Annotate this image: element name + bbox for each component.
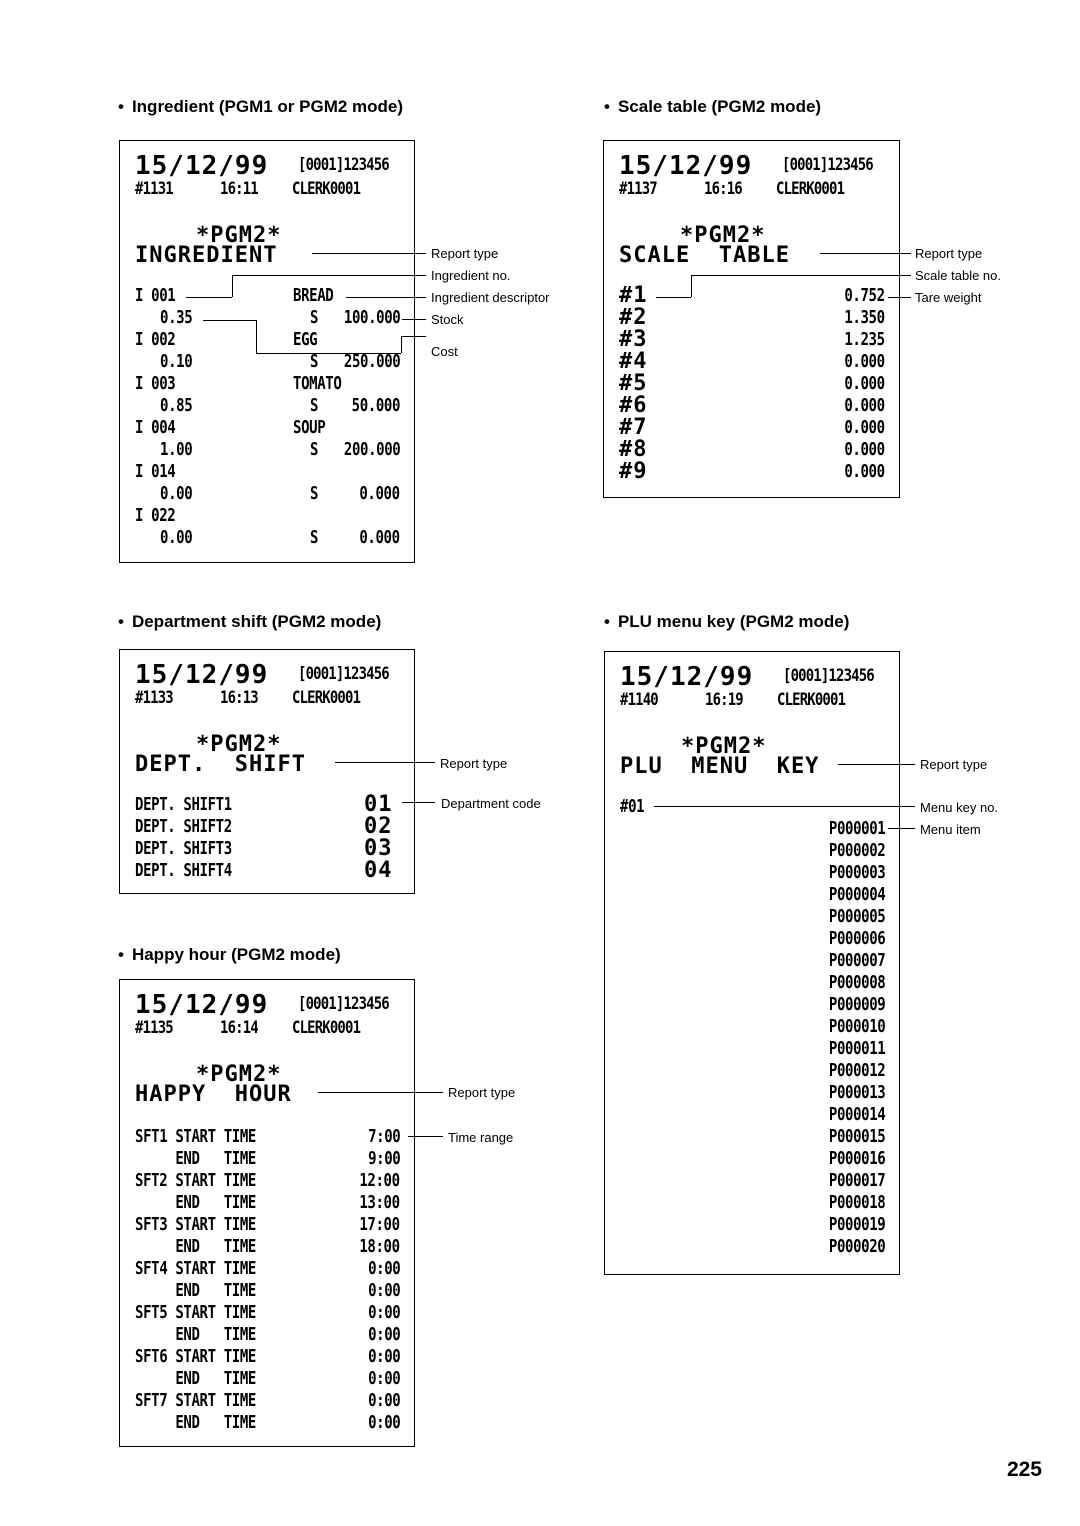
happy-hour-label: SFT3 START TIME <box>135 1214 256 1235</box>
menu-item: P000008 <box>828 972 885 993</box>
happy-hour-label: SFT7 START TIME <box>135 1390 256 1411</box>
page-number: 225 <box>1006 1458 1042 1481</box>
happy-hour-time: 0:00 <box>367 1390 400 1411</box>
happy-hour-time: 0:00 <box>367 1412 400 1433</box>
happy-hour-time: 12:00 <box>359 1170 400 1191</box>
ingredient-no: I 002 <box>135 329 176 350</box>
receipt-report-type: HAPPY HOUR <box>135 1082 292 1107</box>
menu-item: P000014 <box>828 1104 885 1125</box>
receipt-number: #1131 <box>135 179 173 199</box>
receipt-time: 16:11 <box>220 179 258 199</box>
receipt-ingredient <box>119 140 415 563</box>
ingredient-descriptor: BREAD <box>293 285 334 306</box>
receipt-serial: [0001]123456 <box>783 666 874 686</box>
happy-hour-time: 18:00 <box>359 1236 400 1257</box>
ingredient-cost-sign: S <box>310 439 319 460</box>
ingredient-stock: 0.10 <box>160 351 193 372</box>
scale-table-no: #7 <box>619 415 648 440</box>
tare-weight: 0.000 <box>844 461 885 482</box>
happy-hour-label: END TIME <box>135 1280 256 1301</box>
annotation-report-type: Report type <box>431 246 499 261</box>
receipt-dept-shift <box>119 649 415 894</box>
ingredient-cost-sign: S <box>310 483 319 504</box>
ingredient-cost-sign: S <box>310 527 319 548</box>
menu-item: P000012 <box>828 1060 885 1081</box>
ingredient-cost: 200.000 <box>343 439 400 460</box>
annotation-report-type: Report type <box>915 246 983 261</box>
menu-item: P000003 <box>828 862 885 883</box>
menu-item: P000019 <box>828 1214 885 1235</box>
department-code: 04 <box>364 858 393 883</box>
receipt-plu-menu-key <box>604 651 900 1275</box>
receipt-date: 15/12/99 <box>135 660 269 690</box>
menu-item: P000013 <box>828 1082 885 1103</box>
menu-item: P000010 <box>828 1016 885 1037</box>
tare-weight: 0.000 <box>844 417 885 438</box>
ingredient-cost-sign: S <box>310 307 319 328</box>
scale-table-no: #6 <box>619 393 648 418</box>
annotation-menu-item: Menu item <box>920 822 981 837</box>
receipt-report-type: DEPT. SHIFT <box>135 752 306 777</box>
receipt-clerk: CLERK0001 <box>292 1018 361 1038</box>
menu-item: P000004 <box>828 884 885 905</box>
annotation-ingredient-no: Ingredient no. <box>431 268 511 283</box>
annotation-cost: Cost <box>431 344 458 359</box>
annotation-report-type: Report type <box>440 756 508 771</box>
ingredient-no: I 004 <box>135 417 176 438</box>
dept-shift-label: DEPT. SHIFT1 <box>135 794 232 815</box>
receipt-scale-table <box>603 140 900 498</box>
receipt-clerk: CLERK0001 <box>292 688 361 708</box>
ingredient-descriptor: TOMATO <box>293 373 342 394</box>
annotation-department-code: Department code <box>441 796 541 811</box>
receipt-mode: *PGM2* <box>196 732 282 757</box>
menu-item: P000016 <box>828 1148 885 1169</box>
receipt-report-type: PLU MENU KEY <box>620 754 820 779</box>
ingredient-cost: 250.000 <box>343 351 400 372</box>
happy-hour-label: END TIME <box>135 1236 256 1257</box>
annotation-menu-key-no: Menu key no. <box>920 800 999 815</box>
tare-weight: 0.000 <box>844 439 885 460</box>
ingredient-no: I 001 <box>135 285 176 306</box>
happy-hour-time: 0:00 <box>367 1302 400 1323</box>
receipt-date: 15/12/99 <box>135 151 269 181</box>
scale-table-no: #5 <box>619 371 648 396</box>
happy-hour-label: END TIME <box>135 1148 256 1169</box>
menu-item: P000015 <box>828 1126 885 1147</box>
happy-hour-time: 9:00 <box>367 1148 400 1169</box>
ingredient-stock: 0.00 <box>160 527 193 548</box>
happy-hour-time: 0:00 <box>367 1280 400 1301</box>
menu-item: P000018 <box>828 1192 885 1213</box>
ingredient-stock: 0.00 <box>160 483 193 504</box>
ingredient-cost: 0.000 <box>359 483 400 504</box>
section-title-plu-menu-key: • PLU menu key (PGM2 mode) <box>604 612 850 631</box>
menu-item: P000001 <box>828 818 885 839</box>
happy-hour-label: SFT4 START TIME <box>135 1258 256 1279</box>
annotation-ingredient-descriptor: Ingredient descriptor <box>431 290 550 305</box>
happy-hour-label: SFT5 START TIME <box>135 1302 256 1323</box>
menu-item: P000020 <box>828 1236 885 1257</box>
happy-hour-label: SFT2 START TIME <box>135 1170 256 1191</box>
happy-hour-time: 0:00 <box>367 1346 400 1367</box>
dept-shift-label: DEPT. SHIFT4 <box>135 860 232 881</box>
menu-item: P000002 <box>828 840 885 861</box>
menu-item: P000011 <box>828 1038 885 1059</box>
tare-weight: 0.000 <box>844 395 885 416</box>
ingredient-cost: 100.000 <box>343 307 400 328</box>
receipt-happy-hour <box>119 979 415 1447</box>
scale-table-no: #8 <box>619 437 648 462</box>
receipt-mode: *PGM2* <box>196 1062 282 1087</box>
annotation-tare-weight: Tare weight <box>915 290 982 305</box>
section-title-ingredient: • Ingredient (PGM1 or PGM2 mode) <box>118 97 404 116</box>
happy-hour-time: 0:00 <box>367 1258 400 1279</box>
tare-weight: 1.350 <box>844 307 885 328</box>
ingredient-descriptor: EGG <box>293 329 318 350</box>
receipt-report-type: INGREDIENT <box>135 243 278 268</box>
scale-table-no: #9 <box>619 459 648 484</box>
receipt-clerk: CLERK0001 <box>776 179 845 199</box>
menu-item: P000009 <box>828 994 885 1015</box>
ingredient-no: I 022 <box>135 505 176 526</box>
receipt-date: 15/12/99 <box>619 151 753 181</box>
ingredient-cost: 50.000 <box>351 395 400 416</box>
scale-table-no: #1 <box>619 283 648 308</box>
receipt-serial: [0001]123456 <box>298 664 389 684</box>
tare-weight: 0.000 <box>844 351 885 372</box>
ingredient-no: I 014 <box>135 461 176 482</box>
menu-item: P000005 <box>828 906 885 927</box>
receipt-time: 16:14 <box>220 1018 258 1038</box>
happy-hour-label: END TIME <box>135 1368 256 1389</box>
happy-hour-time: 17:00 <box>359 1214 400 1235</box>
happy-hour-time: 7:00 <box>367 1126 400 1147</box>
happy-hour-time: 0:00 <box>367 1368 400 1389</box>
department-code: 03 <box>364 836 393 861</box>
receipt-serial: [0001]123456 <box>782 155 873 175</box>
receipt-time: 16:13 <box>220 688 258 708</box>
receipt-serial: [0001]123456 <box>298 155 389 175</box>
receipt-report-type: SCALE TABLE <box>619 243 790 268</box>
dept-shift-label: DEPT. SHIFT2 <box>135 816 232 837</box>
happy-hour-label: SFT1 START TIME <box>135 1126 256 1147</box>
scale-table-no: #2 <box>619 305 648 330</box>
happy-hour-label: END TIME <box>135 1412 256 1433</box>
menu-item: P000017 <box>828 1170 885 1191</box>
tare-weight: 0.752 <box>844 285 885 306</box>
annotation-time-range: Time range <box>448 1130 514 1145</box>
receipt-mode: *PGM2* <box>681 734 767 759</box>
annotation-stock: Stock <box>431 312 464 327</box>
section-title-happy-hour: • Happy hour (PGM2 mode) <box>118 945 341 964</box>
receipt-date: 15/12/99 <box>620 662 754 692</box>
receipt-number: #1137 <box>619 179 657 199</box>
menu-item: P000007 <box>828 950 885 971</box>
annotation-report-type: Report type <box>920 757 988 772</box>
section-title-scale-table: • Scale table (PGM2 mode) <box>604 97 822 116</box>
receipt-number: #1133 <box>135 688 173 708</box>
receipt-mode: *PGM2* <box>196 223 282 248</box>
receipt-clerk: CLERK0001 <box>777 690 846 710</box>
receipt-number: #1140 <box>620 690 658 710</box>
happy-hour-time: 13:00 <box>359 1192 400 1213</box>
receipt-time: 16:19 <box>705 690 743 710</box>
happy-hour-label: SFT6 START TIME <box>135 1346 256 1367</box>
annotation-report-type: Report type <box>448 1085 516 1100</box>
scale-table-no: #3 <box>619 327 648 352</box>
ingredient-stock: 0.85 <box>160 395 193 416</box>
department-code: 01 <box>364 792 393 817</box>
department-code: 02 <box>364 814 393 839</box>
receipt-time: 16:16 <box>704 179 742 199</box>
happy-hour-time: 0:00 <box>367 1324 400 1345</box>
ingredient-descriptor: SOUP <box>293 417 326 438</box>
section-title-dept-shift: • Department shift (PGM2 mode) <box>118 612 382 631</box>
receipt-mode: *PGM2* <box>680 223 766 248</box>
annotation-scale-table-no: Scale table no. <box>915 268 1002 283</box>
receipt-serial: [0001]123456 <box>298 994 389 1014</box>
ingredient-stock: 0.35 <box>160 307 193 328</box>
ingredient-stock: 1.00 <box>160 439 193 460</box>
tare-weight: 1.235 <box>844 329 885 350</box>
receipt-date: 15/12/99 <box>135 990 269 1020</box>
receipt-clerk: CLERK0001 <box>292 179 361 199</box>
receipt-number: #1135 <box>135 1018 173 1038</box>
menu-key-no: #01 <box>620 796 645 817</box>
ingredient-cost-sign: S <box>310 395 319 416</box>
tare-weight: 0.000 <box>844 373 885 394</box>
dept-shift-label: DEPT. SHIFT3 <box>135 838 232 859</box>
happy-hour-label: END TIME <box>135 1324 256 1345</box>
scale-table-no: #4 <box>619 349 648 374</box>
menu-item: P000006 <box>828 928 885 949</box>
ingredient-no: I 003 <box>135 373 176 394</box>
happy-hour-label: END TIME <box>135 1192 256 1213</box>
ingredient-cost: 0.000 <box>359 527 400 548</box>
ingredient-cost-sign: S <box>310 351 319 372</box>
